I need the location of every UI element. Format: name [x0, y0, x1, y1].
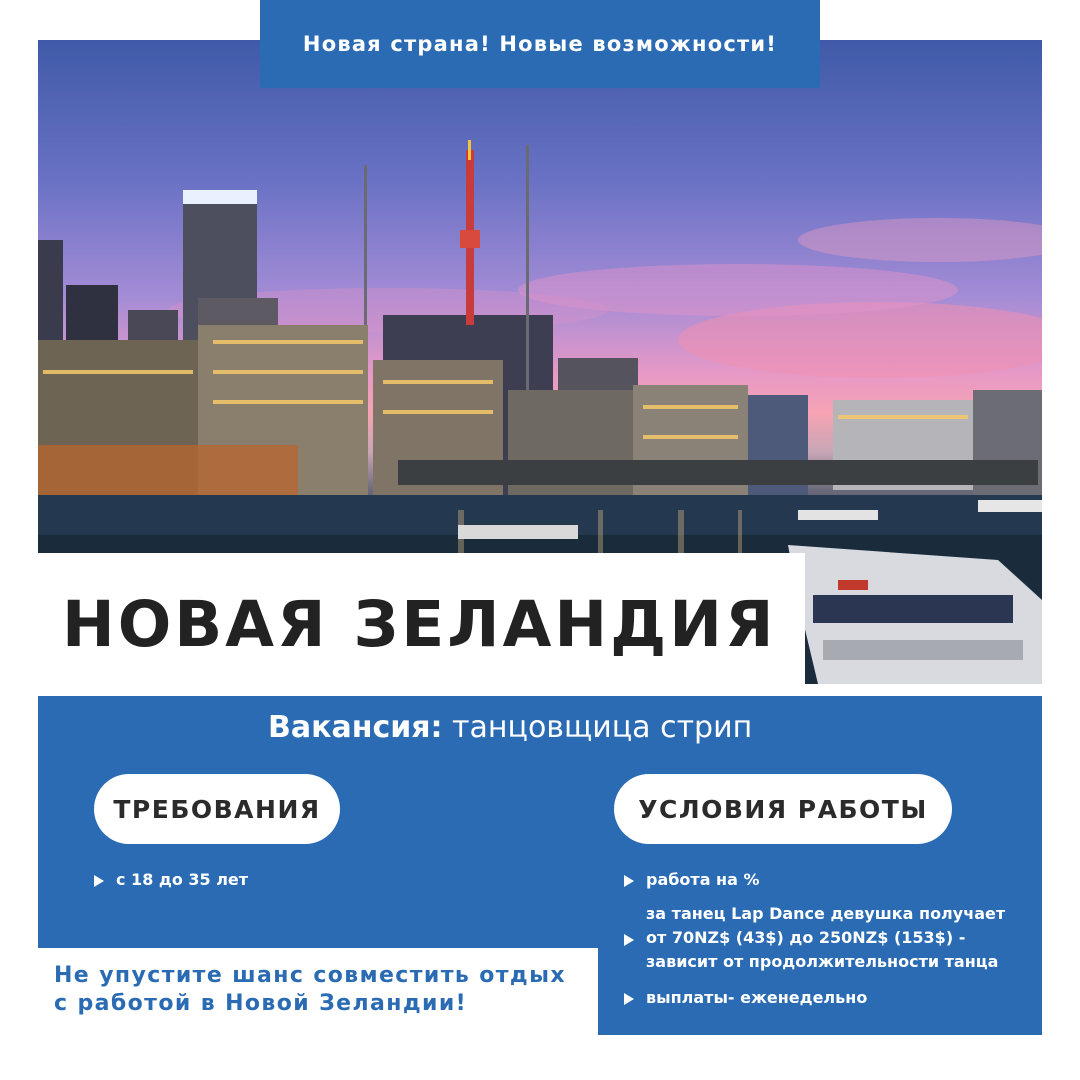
banner-text: Новая страна! Новые возможности! [302, 32, 778, 56]
condition-item: за танец Lap Dance девушка получает от 70NZ$ (43$) до 250NZ$ (153$) - зависит от продолжительности танца [624, 902, 1005, 974]
page-title: НОВАЯ ЗЕЛАНДИЯ [62, 588, 777, 661]
top-banner [260, 0, 820, 88]
condition-item: выплаты- еженедельно [624, 986, 867, 1010]
call-to-action [54, 962, 566, 1018]
vacancy-line [268, 710, 752, 745]
cta-line-1: Не упустите шанс совместить отдых [54, 963, 566, 988]
requirements-heading: ТРЕБОВАНИЯ [113, 794, 321, 824]
conditions-heading-pill [614, 774, 952, 844]
vacancy-value: танцовщица стрип [442, 710, 753, 745]
bullet-triangle-icon [624, 875, 634, 887]
cta-line-2: с работой в Новой Зеландии! [54, 991, 468, 1016]
bullet-triangle-icon [94, 875, 104, 887]
conditions-heading: УСЛОВИЯ РАБОТЫ [638, 794, 928, 824]
condition-item: работа на % [624, 868, 760, 892]
vacancy-label: Вакансия: [268, 710, 443, 745]
bullet-triangle-icon [624, 934, 634, 946]
requirement-item: с 18 до 35 лет [94, 868, 248, 892]
requirements-heading-pill [94, 774, 340, 844]
bullet-triangle-icon [624, 993, 634, 1005]
title-box [38, 553, 805, 696]
